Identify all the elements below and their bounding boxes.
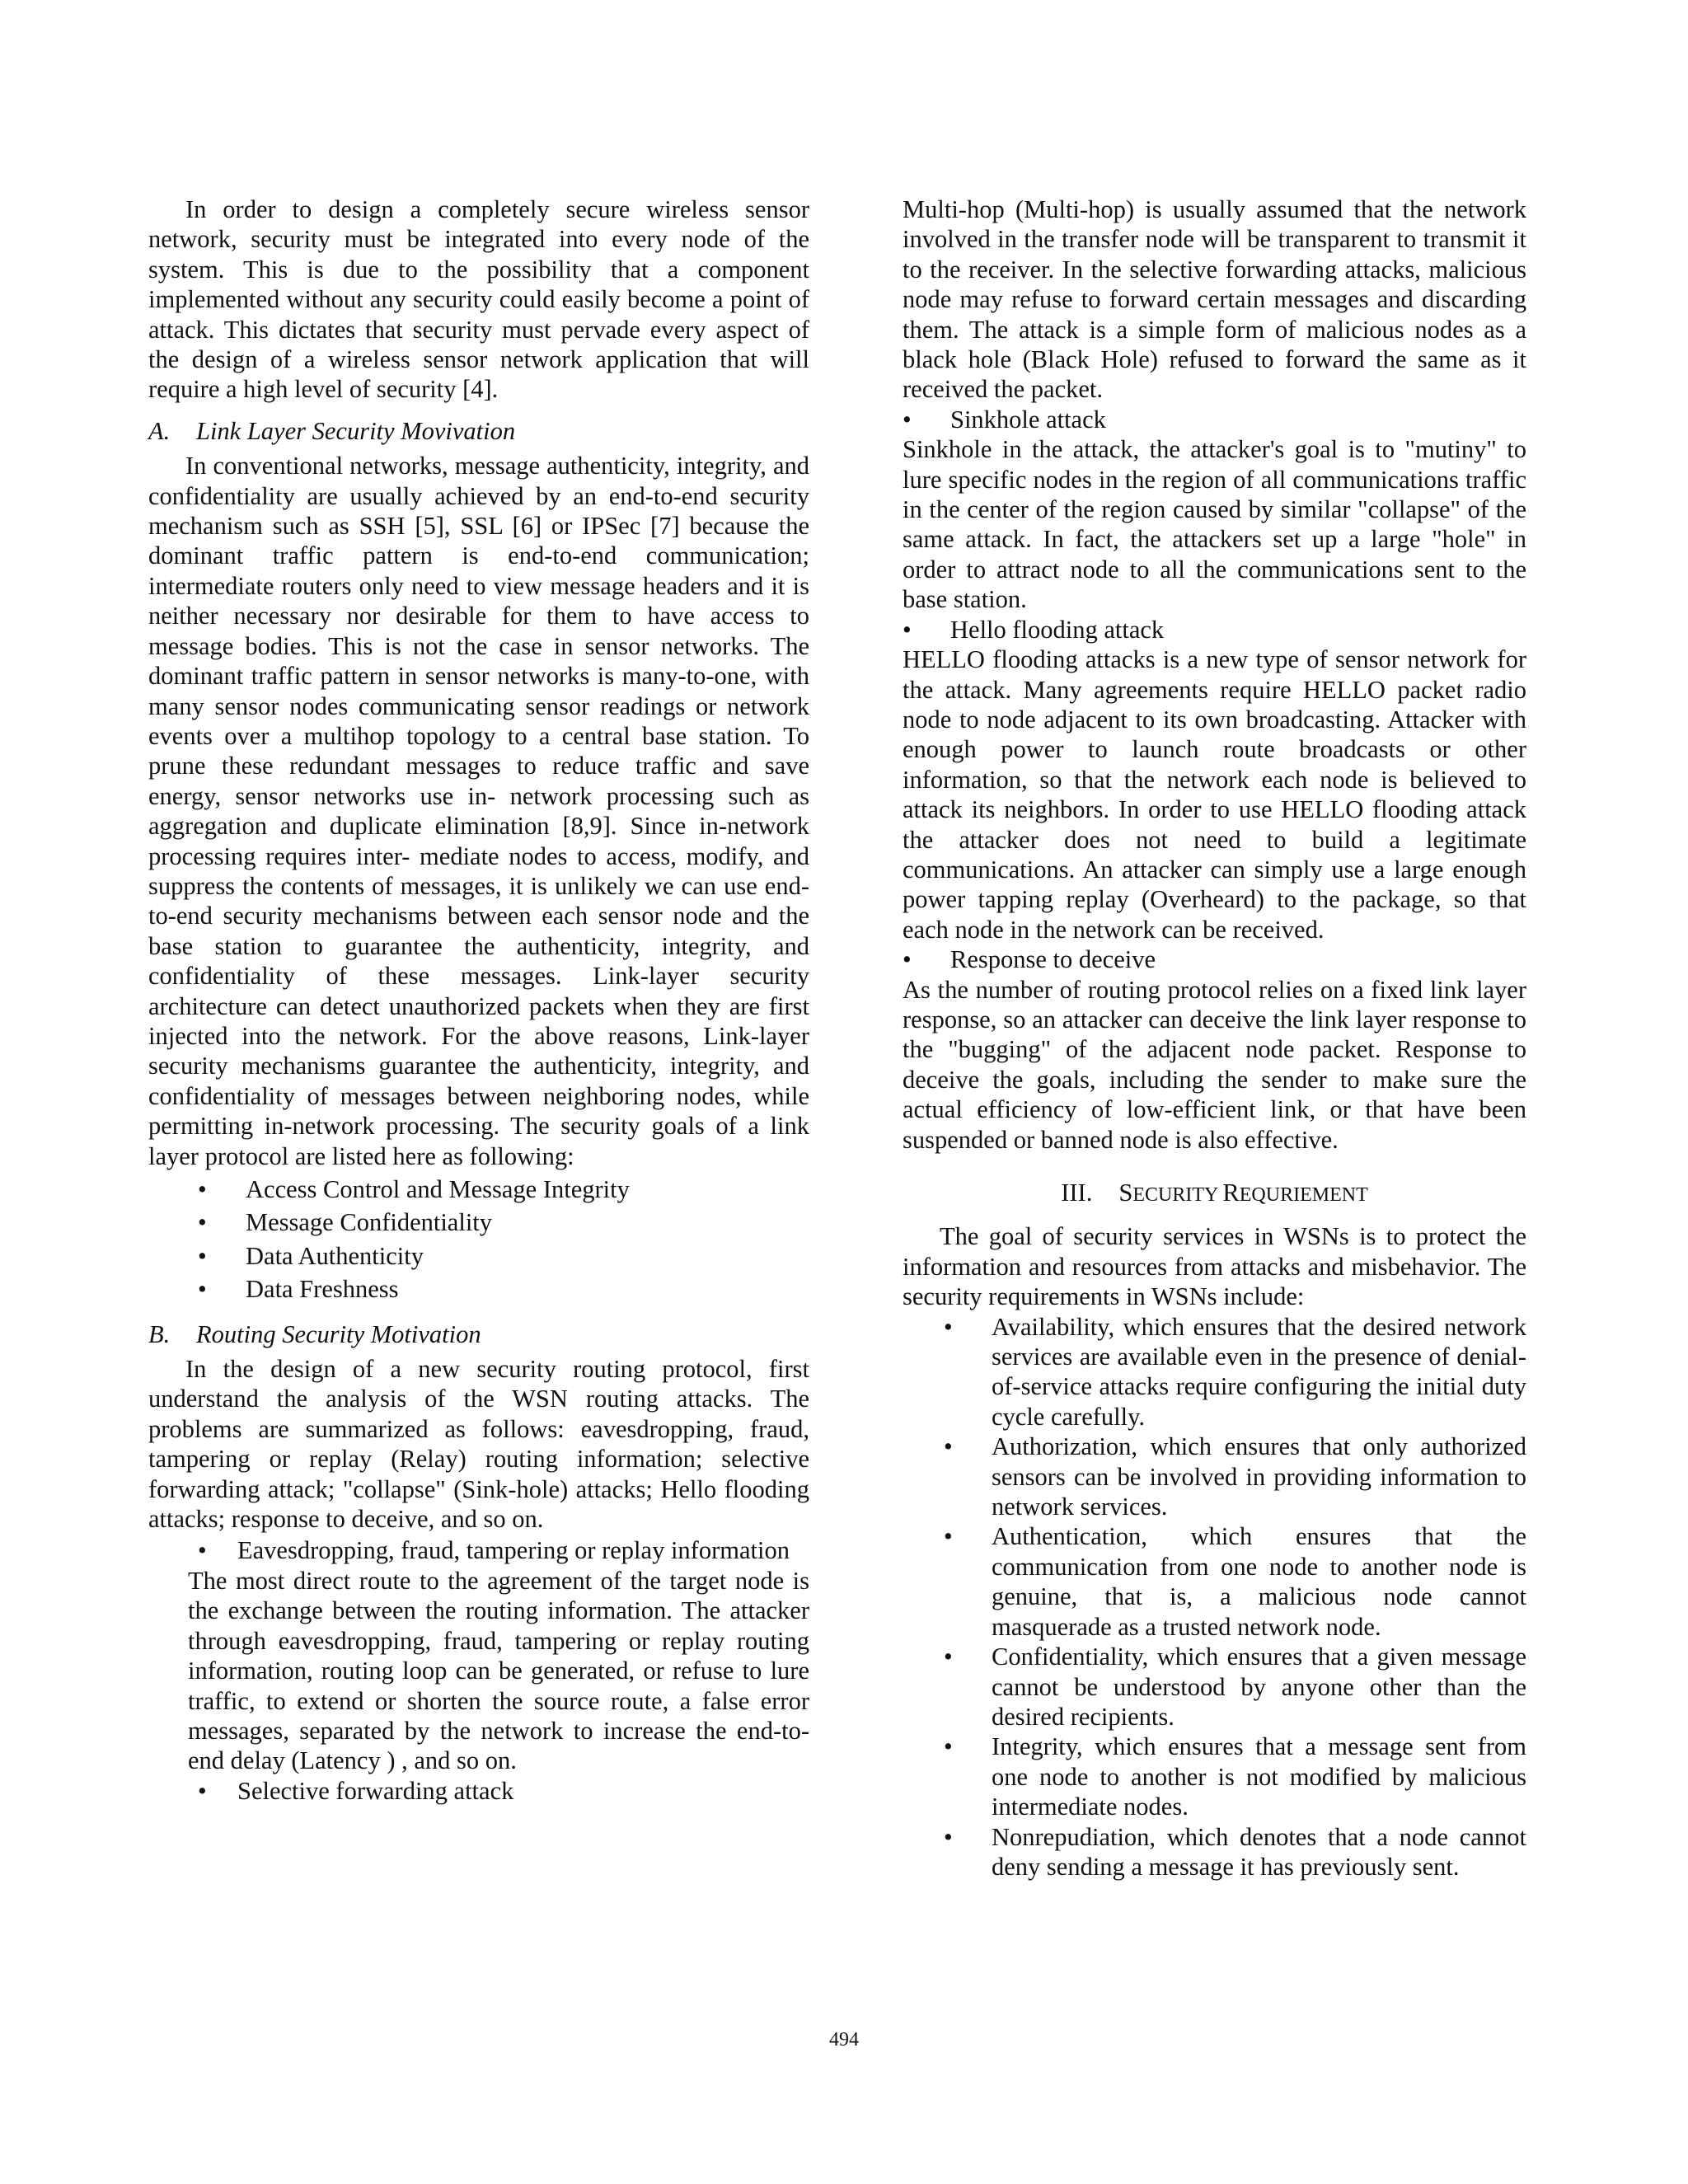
hello-flooding-paragraph: HELLO flooding attacks is a new type of sensor network for the attack. Many agreements require HELLO packet radio node to node adjacent to its own broadcasting. Attacker with enough power to launch route broadcasts or other information, so that the network each node is believed to attack its neighbors. In order to use HELLO flooding attack the attacker does not need to build a legitimate communications. An attacker can simply use a large enough power tapping replay (Overheard) to the package, so that each node in the network can be received.: [903, 645, 1526, 944]
section-3-intro: The goal of security services in WSNs is to protect the information and resources from attacks and misbehavior. The security requirements in WSNs include:: [903, 1222, 1526, 1311]
section-a-number: A.: [148, 416, 171, 445]
right-column: [903, 194, 1526, 1882]
bullet-icon: •: [198, 1175, 207, 1203]
bullet-icon: •: [903, 615, 912, 644]
section-a-title: Link Layer Security Movivation: [196, 416, 516, 445]
list-item: • Confidentiality, which ensures that a given message cannot be understood by anyone other than the desired recipients.: [944, 1643, 1526, 1731]
list-item: • Authentication, which ensures that the communication from one node to another node is genuine, that is, a malicious node cannot masquerade as a trusted network node.: [944, 1522, 1526, 1641]
list-item: • Integrity, which ensures that a message sent from one node to another is not modified by malicious intermediate nodes.: [944, 1732, 1526, 1821]
list-item: • Authorization, which ensures that only authorized sensors can be involved in providing information to network services.: [944, 1432, 1526, 1521]
bullet-icon: •: [944, 1643, 953, 1671]
page-number: 494: [829, 2029, 859, 2050]
list-item: • Response to deceive: [903, 945, 1156, 974]
list-item: • Selective forwarding attack: [198, 1776, 514, 1805]
section-b-title: Routing Security Motivation: [196, 1319, 481, 1348]
attack-heading-hello: [903, 615, 1526, 644]
list-item: • Data Freshness: [198, 1275, 399, 1304]
attack-heading-sinkhole: [903, 405, 1526, 434]
section-3-heading: III. SECURITY REQURIEMENT: [1061, 1179, 1368, 1207]
bullet-icon: •: [944, 1822, 953, 1851]
list-item: • Nonrepudiation, which denotes that a node cannot deny sending a message it has previously sent.: [944, 1822, 1526, 1881]
intro-paragraph: In order to design a completely secure wireless sensor network, security must be integrated into every node of the system. This is due to the possibility that a component implemented without any security could easily become a point of attack. This dictates that security must pervade every aspect of the design of a wireless sensor network application that will require a high level of security [4].: [148, 195, 809, 404]
sinkhole-paragraph: Sinkhole in the attack, the attacker's goal is to "mutiny" to lure specific nodes in the region of all communications traffic in the center of the region caused by similar "collapse" of the same attack. In fact, the attackers set up a large "hole" in order to attract node to all the communications sent to the base station.: [903, 435, 1526, 614]
left-column: [148, 194, 809, 1806]
bullet-icon: •: [198, 1536, 207, 1565]
bullet-icon: •: [198, 1275, 207, 1304]
bullet-icon: •: [944, 1312, 953, 1341]
section-b-heading: [148, 1319, 809, 1349]
bullet-icon: •: [903, 945, 912, 974]
section-a-paragraph: In conventional networks, message authenticity, integrity, and confidentiality are usually achieved by an end-to-end security mechanism such as SSH [5], SSL [6] or IPSec [7] because the dominant traffic pattern is end-to-end communication; intermediate routers only need to view message headers and it is neither necessary nor desirable for them to have access to message bodies. This is not the case in sensor networks. The dominant traffic pattern in sensor networks is many-to-one, with many sensor nodes communicating sensor readings or network events over a multihop topology to a central base station. To prune these redundant messages to reduce traffic and save energy, sensor networks use in- network processing such as aggregation and duplicate elimination [8,9]. Since in-network processing requires inter- mediate nodes to access, modify, and suppress the contents of messages, it is unlikely we can use end-to-end security mechanisms between each sensor node and the base station to guarantee the authenticity, integrity, and confidentiality of these messages. Link-layer security architecture can detect unauthorized packets when they are first injected into the network. For the above reasons, Link-layer security mechanisms guarantee the authenticity, integrity, and confidentiality of messages between neighboring nodes, while permitting in-network processing. The security goals of a link layer protocol are listed here as following:: [148, 452, 809, 1170]
response-deceive-paragraph: As the number of routing protocol relies on a fixed link layer response, so an attacker can deceive the link layer response to the "bugging" of the adjacent node packet. Response to deceive the goals, including the sender to make sure the actual efficiency of low-efficient link, or that have been suspended or banned node is also effective.: [903, 975, 1526, 1154]
list-item: • Message Confidentiality: [198, 1208, 493, 1237]
routing-attack-list-2: [148, 1776, 809, 1806]
attack-heading-deceive: [903, 944, 1526, 974]
bullet-icon: •: [198, 1208, 207, 1237]
list-item: • Data Authenticity: [198, 1241, 424, 1270]
list-item: • Access Control and Message Integrity: [198, 1175, 630, 1203]
list-item: • Sinkhole attack: [903, 405, 1106, 434]
list-item: • Availability, which ensures that the desired network services are available even in the presence of denial-of-service attacks require configuring the initial duty cycle carefully.: [944, 1312, 1526, 1431]
list-item: • Hello flooding attack: [903, 615, 1165, 644]
eavesdropping-paragraph: The most direct route to the agreement of the target node is the exchange between the routing information. The attacker through eavesdropping, fraud, tampering or replay routing information, routing loop can be generated, or refuse to lure traffic, to extend or shorten the source route, a false error messages, separated by the network to increase the end-to-end delay (Latency ) , and so on.: [188, 1566, 809, 1775]
routing-attack-list: [148, 1535, 809, 1565]
bullet-icon: •: [944, 1522, 953, 1551]
bullet-icon: •: [198, 1241, 207, 1270]
bullet-icon: •: [944, 1432, 953, 1461]
bullet-icon: •: [198, 1776, 207, 1805]
section-a-heading: [148, 416, 809, 446]
bullet-icon: •: [944, 1732, 953, 1761]
bullet-icon: •: [903, 405, 912, 434]
section-3-number: III.: [1061, 1179, 1093, 1207]
security-goals-list: [148, 1174, 809, 1305]
section-b-paragraph: In the design of a new security routing protocol, first understand the analysis of the WSN routing attacks. The problems are summarized as follows: eavesdropping, fraud, tampering or replay (Relay) routing information; selective forwarding attack; "collapse" (Sink-hole) attacks; Hello flooding attacks; response to deceive, and so on.: [148, 1355, 809, 1534]
section-b-number: B.: [148, 1319, 171, 1348]
selective-forwarding-paragraph: Multi-hop (Multi-hop) is usually assumed that the network involved in the transfer node will be transparent to transmit it to the receiver. In the selective forwarding attacks, malicious node may refuse to forward certain messages and discarding them. The attack is a simple form of malicious nodes as a black hole (Black Hole) refused to forward the same as it received the packet.: [903, 195, 1526, 404]
list-item: • Eavesdropping, fraud, tampering or replay information: [198, 1536, 790, 1565]
security-requirements-list: [903, 1312, 1526, 1882]
